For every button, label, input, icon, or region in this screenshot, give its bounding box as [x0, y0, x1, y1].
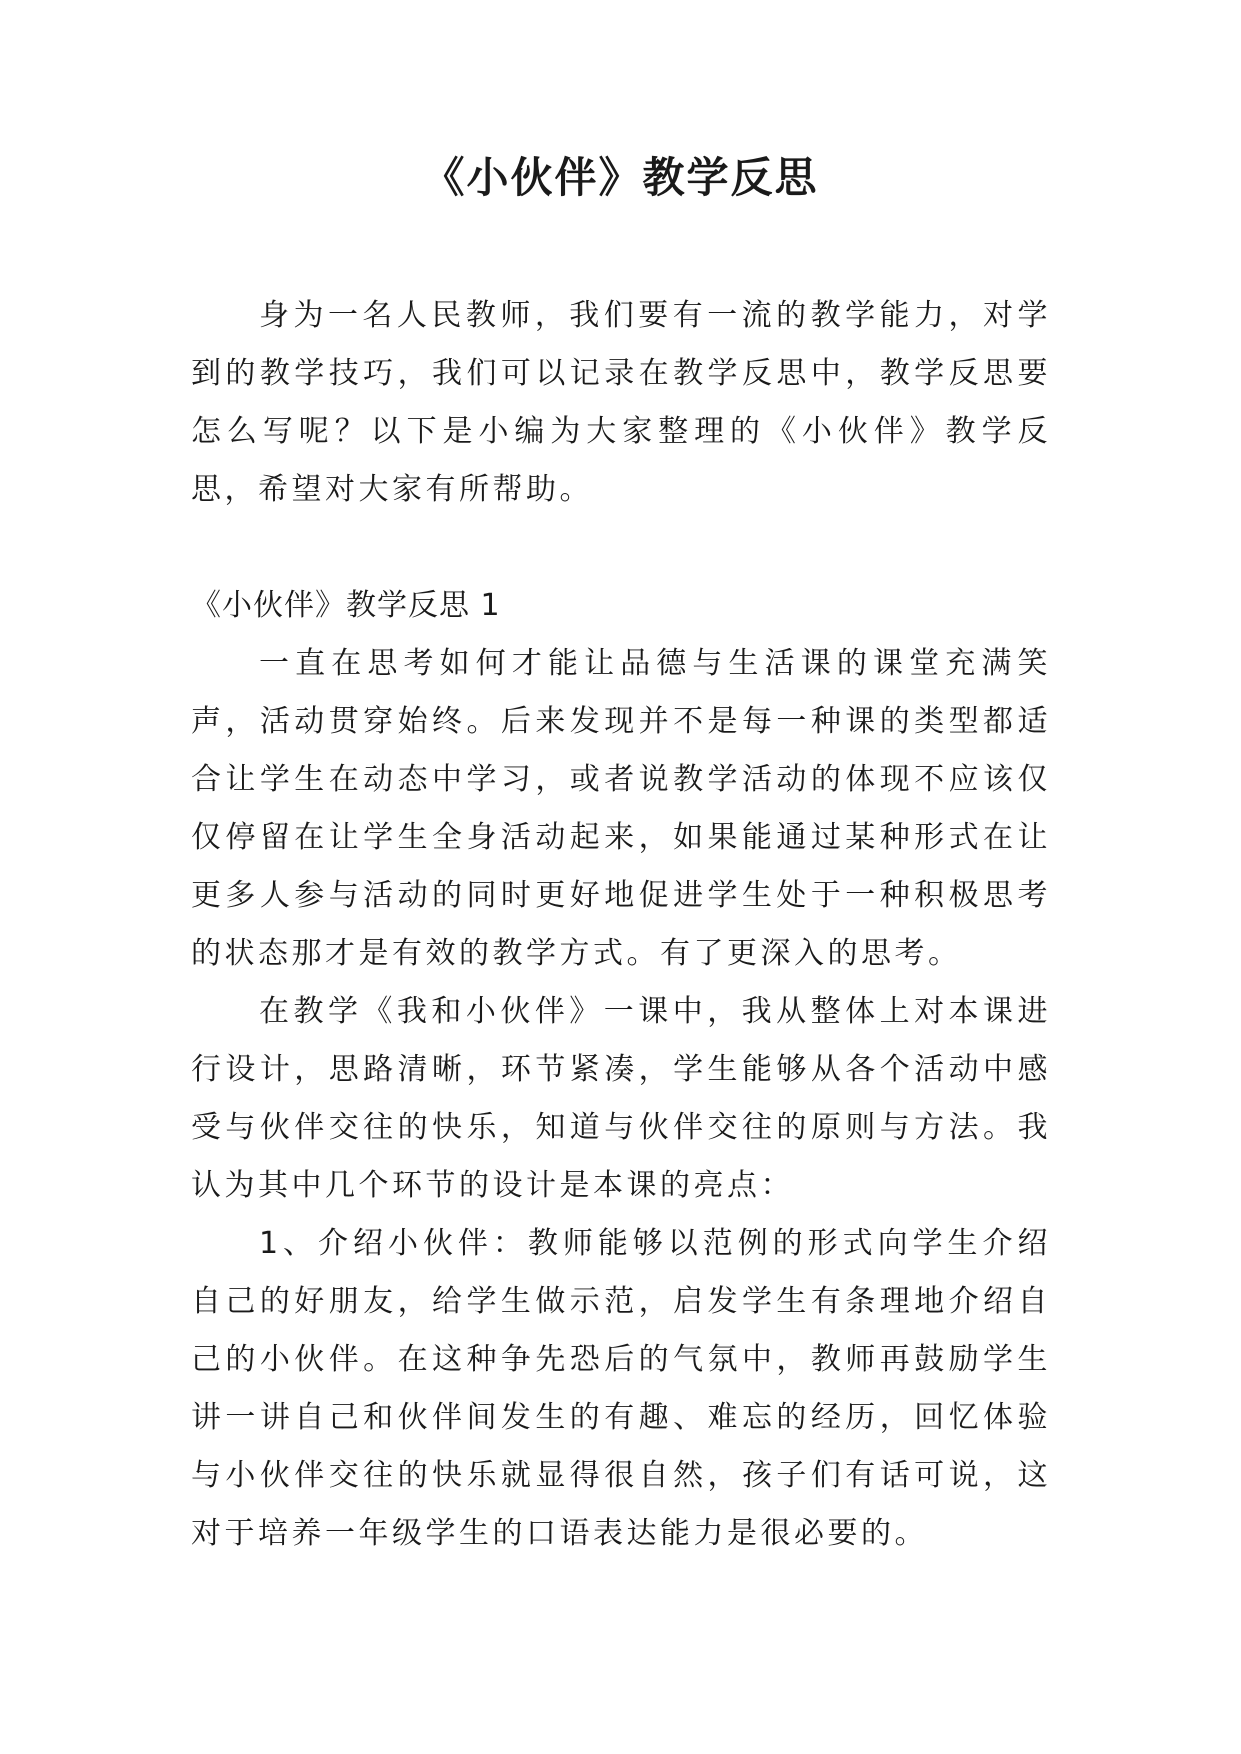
intro-block	[191, 287, 1051, 519]
document-title: 《小伙伴》教学反思	[422, 153, 819, 202]
intro-paragraph: 身为一名人民教师，我们要有一流的教学能力，对学到的教学技巧，我们可以记录在教学反思中，教学反思要怎么写呢？以下是小编为大家整理的《小伙伴》教学反思，希望对大家有所帮助。	[191, 298, 1051, 507]
section-paragraph-3: 1、介绍小伙伴：教师能够以范例的形式向学生介绍自己的好朋友，给学生做示范，启发学生有条理地介绍自己的小伙伴。在这种争先恐后的气氛中，教师再鼓励学生讲一讲自己和伙伴间发生的有趣、难忘的经历，回忆体验与小伙伴交往的快乐就显得很自然，孩子们有话可说，这对于培养一年级学生的口语表达能力是很必要的。	[191, 1226, 1051, 1551]
section-paragraph-1: 一直在思考如何才能让品德与生活课的课堂充满笑声，活动贯穿始终。后来发现并不是每一种课的类型都适合让学生在动态中学习，或者说教学活动的体现不应该仅仅停留在让学生全身活动起来，如果能通过某种形式在让更多人参与活动的同时更好地促进学生处于一种积极思考的状态那才是有效的教学方式。有了更深入的思考。	[191, 646, 1051, 971]
section-1	[191, 577, 1051, 1563]
section-paragraph-2: 在教学《我和小伙伴》一课中，我从整体上对本课进行设计，思路清晰，环节紧凑，学生能够从各个活动中感受与伙伴交往的快乐，知道与伙伴交往的原则与方法。我认为其中几个环节的设计是本课的亮点：	[191, 994, 1051, 1203]
section-heading: 《小伙伴》教学反思 1	[191, 588, 501, 623]
